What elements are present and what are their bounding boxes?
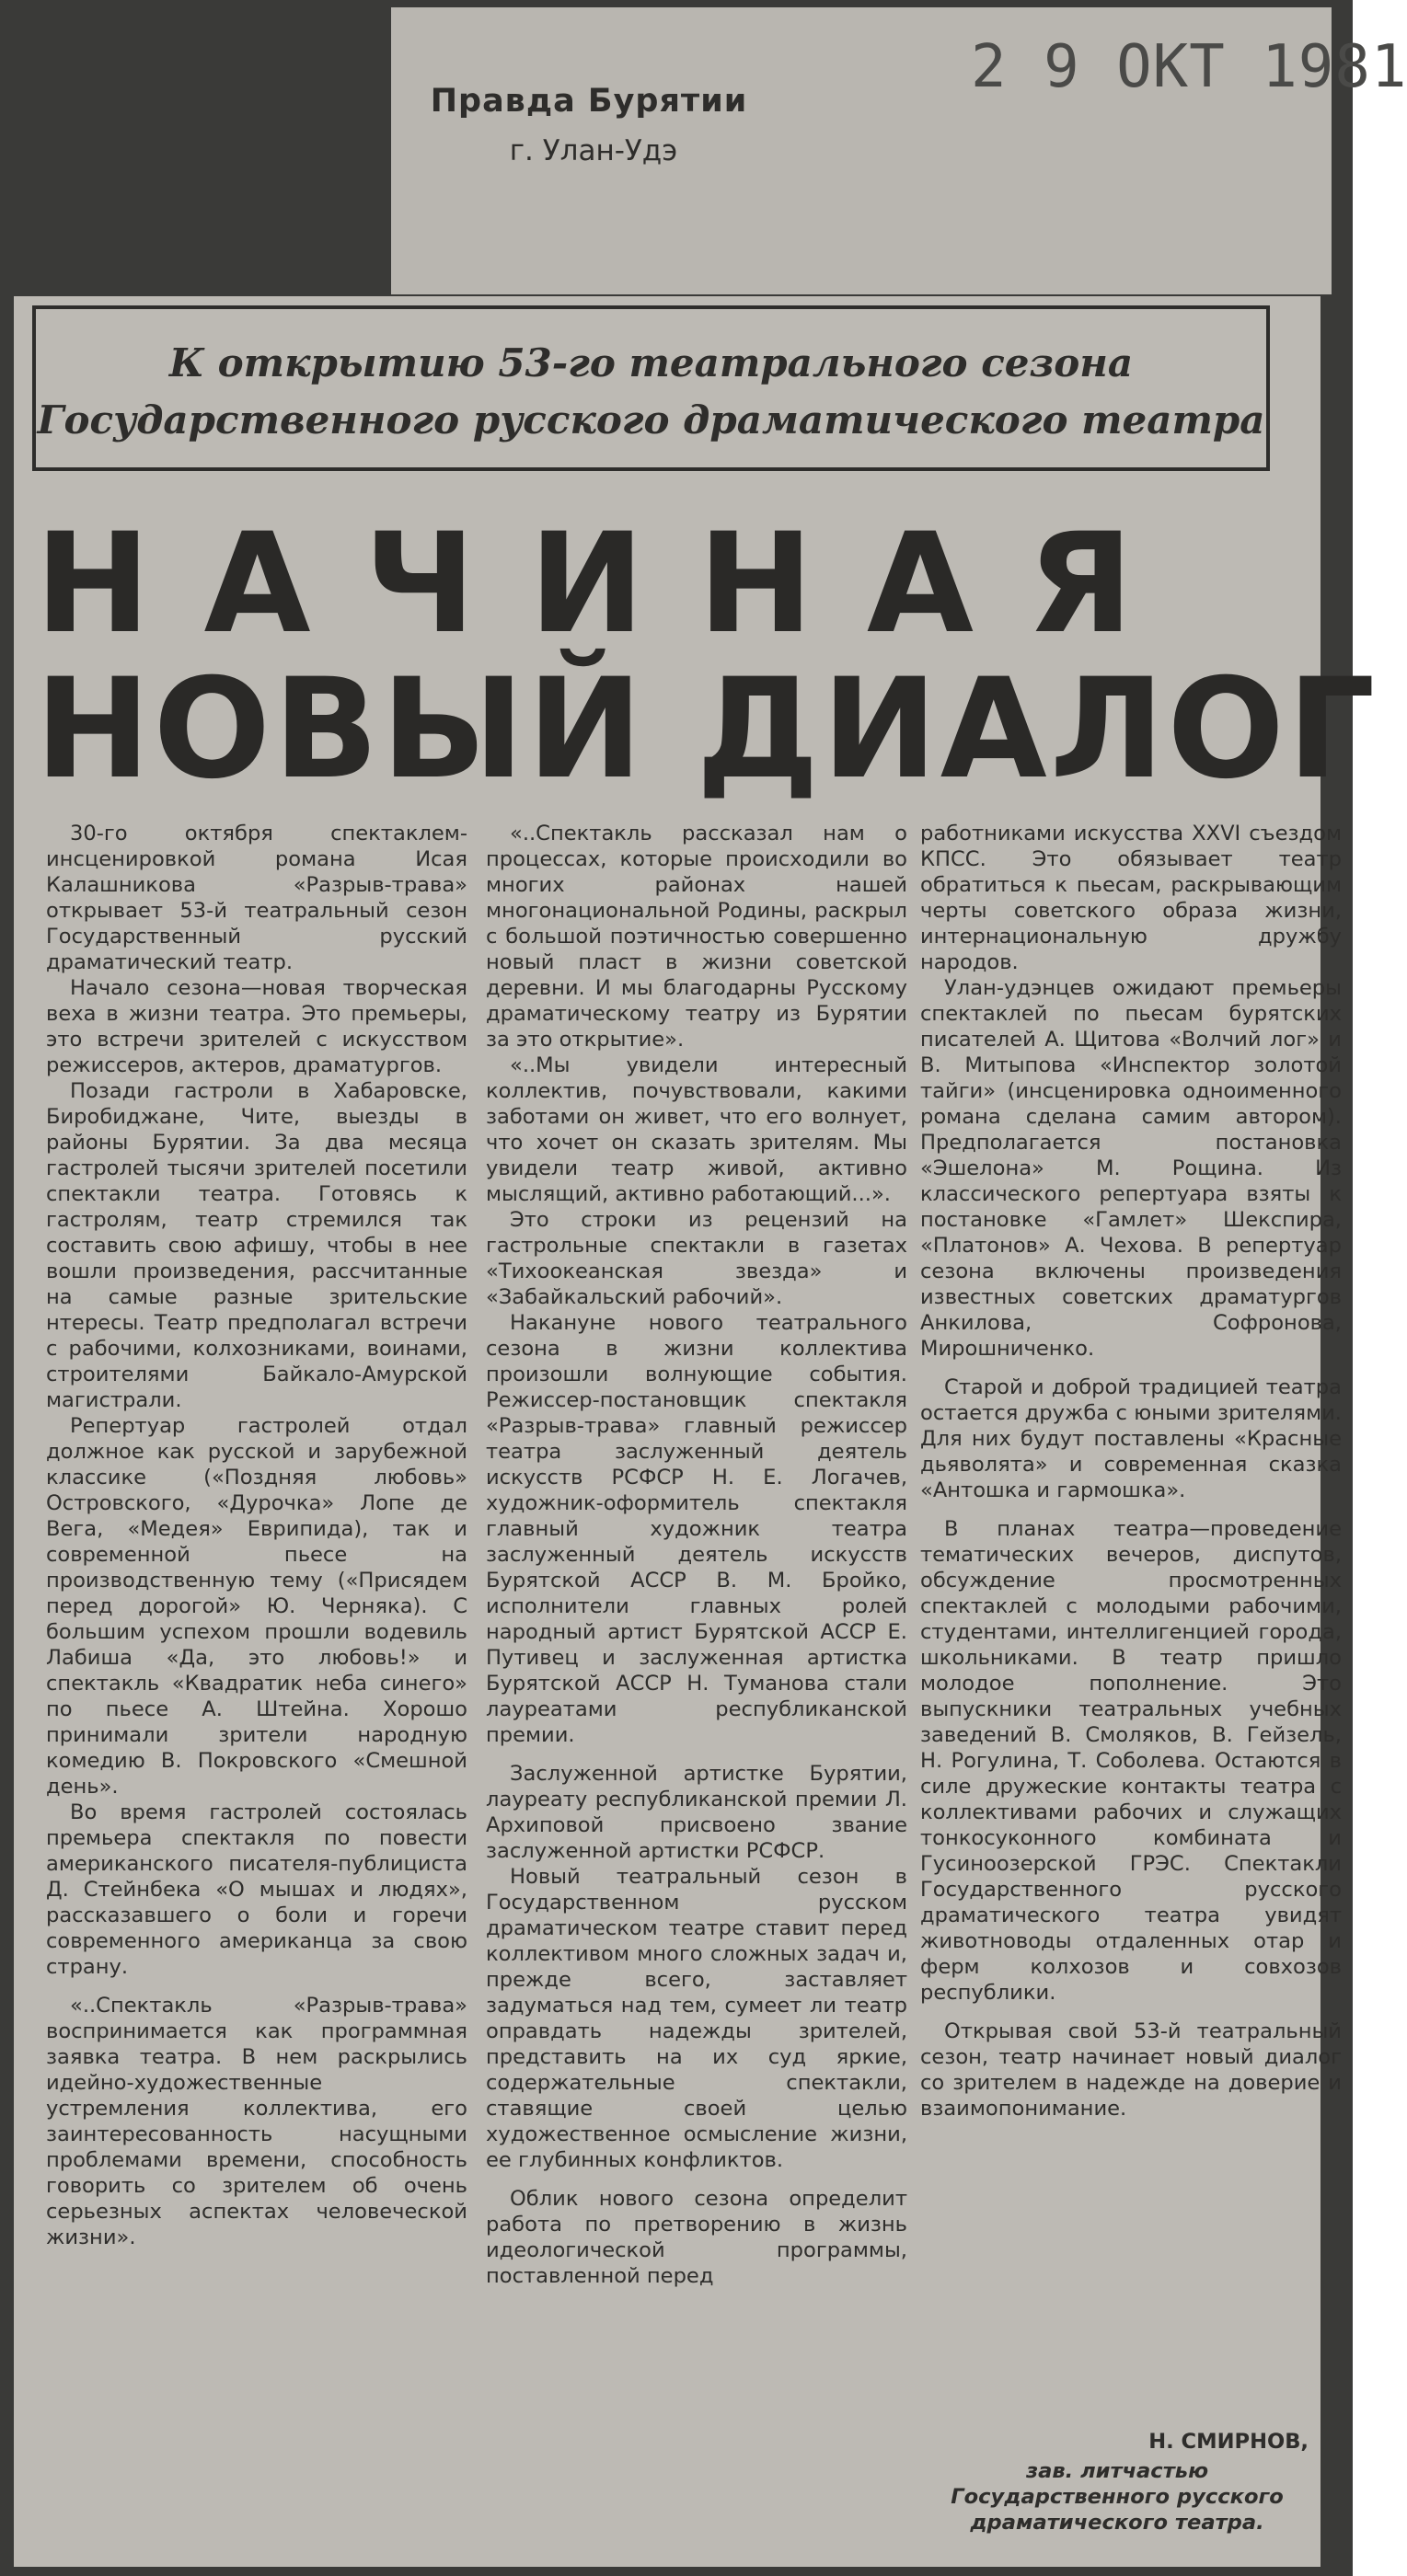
paragraph: Начало сезона—новая творческая веха в жизни театра. Это премьеры, это встречи зрителей с искусством режиссеров, актеров, драматургов. <box>46 976 467 1077</box>
author-position: зав. литчастью Государственного русского драматического театра. <box>951 2459 1284 2535</box>
paragraph: Репертуар гастролей отдал должное как русской и зарубежной классике («Поздняя любовь» Островского, «Дурочка» Лопе де Вега, «Медея» Еврипида), так и современной пьесе на производственную тему («Присядем перед дорогой» Ю. Черняка). С большим успехом прошли водевиль Лабиша «Да, это любовь!» и спектакль «Квадратик неба синего» по пьесе А. Штейна. Хорошо принимали зрители народную комедию В. Покровского «Смешной день». <box>46 1414 467 1799</box>
paragraph: Во время гастролей состоялась премьера спектакля по повести американского писателя-публициста Д. Стейнбека «О мышах и людях», рассказавшего о боли и горечи современного американца за свою страну. <box>46 1800 467 1979</box>
paragraph: 30-го октября спектаклем-инсценировкой романа Исая Калашникова «Разрыв-трава» открывает 53-й театральный сезон Государственный русский драматический театр. <box>46 822 467 974</box>
paragraph: Заслуженной артистке Бурятии, лауреату республиканской премии Л. Архиповой присвоено звание заслуженной артистки РСФСР. <box>486 1762 907 1863</box>
paragraph: Облик нового сезона определит работа по претворению в жизнь идеологической программы, поставленной перед <box>486 2187 907 2288</box>
newspaper-name: Правда Бурятии <box>430 83 748 120</box>
paragraph: Накануне нового театрального сезона в жизни коллектива произошли волнующие события. Режиссер-постановщик спектакля «Разрыв-трава» главный режиссер театра заслуженный деятель искусств РСФСР Н. Е. Логачев, художник-оформитель спектакля главный художник театра заслуженный деятель искусств Бурятской АССР В. М. Бройко, исполнители главных ролей народный артист Бурятской АССР Е. Путивец и заслуженная артистка Бурятской АССР Н. Туманова стали лауреатами республиканской премии. <box>486 1311 907 1747</box>
paragraph: «..Спектакль рассказал нам о процессах, которые происходили во многих районах нашей многонациональной Родины, раскрыл с большой поэтичностью совершенно новый пласт в жизни советской деревни. И мы благодарны Русскому драматическому театру из Бурятии за это открытие». <box>486 822 907 1052</box>
paragraph: «..Спектакль «Разрыв-трава» воспринимается как программная заявка театра. В нем раскрылись идейно-художественные устремления коллектива, его заинтересованность насущными проблемами времени, способность говорить со зрителем об очень серьезных аспектах человеческой жизни». <box>46 1994 467 2249</box>
article-column-3 <box>920 821 1342 2122</box>
paragraph: В планах театра—проведение тематических вечеров, диспутов, обсуждение просмотренных спектаклей с молодыми рабочими, студентами, интеллигенцией города, школьниками. В театр пришло молодое пополнение. Это выпускники театральных учебных заведений В. Смоляков, В. Гейзель, Н. Рогулина, Т. Соболева. Остаются в силе дружеские контакты театра с коллективами рабочих и служащих тонкосуконного комбината и Гусиноозерской ГРЭС. Спектакли Государственного русского драматического театра увидят животноводы отдаленных отар и ферм колхозов и совхозов республики. <box>920 1517 1342 2005</box>
headline-line-2: НОВЫЙ ДИАЛОГ <box>35 650 1378 810</box>
paragraph: Открывая свой 53-й театральный сезон, театр начинает новый диалог со зрителем в надежде на доверие и взаимопонимание. <box>920 2019 1342 2121</box>
signature <box>920 2429 1314 2536</box>
headline-line-1: НАЧИНАЯ <box>35 504 1187 664</box>
paragraph: «..Мы увидели интересный коллектив, почувствовали, какими заботами он живет, что его волнует, что хочет он сказать зрителям. Мы увидели театр живой, активно мыслящий, активно работающий...». <box>486 1053 907 1206</box>
kicker-line: Государственного русского драматического театра <box>37 397 1265 443</box>
date-stamp: 2 9 ОКТ 1981 <box>971 33 1407 101</box>
paragraph: Старой и доброй традицией театра остается дружба с юными зрителями. Для них будут поставлены «Красные дьяволята» и современная сказка «Антошка и гармошка». <box>920 1375 1342 1502</box>
newspaper-city: г. Улан-Удэ <box>509 134 678 167</box>
paragraph: Новый театральный сезон в Государственном русском драматическом театре ставит перед коллективом много сложных задач и, прежде всего, заставляет задуматься над тем, сумеет ли театр оправдать надежды зрителей, представить на их суд яркие, содержательные спектакли, ставящие своей целью художественное осмысление жизни, ее глубинных конфликтов. <box>486 1865 907 2172</box>
article-column-2 <box>486 821 907 2289</box>
author-name: Н. СМИРНОВ, <box>1148 2430 1309 2454</box>
paragraph: работниками искусства XXVI съездом КПСС. Это обязывает театр обратиться к пьесам, раскрывающим черты советского образа жизни, интернациональную дружбу народов. <box>920 822 1342 974</box>
paragraph: Улан-удэнцев ожидают премьеры спектаклей по пьесам бурятских писателей А. Щитова «Волчий лог» и В. Митыпова «Инспектор золотой тайги» (инсценировка одноименного романа сделана самим автором). Предполагается постановка «Эшелона» М. Рощина. Из классического репертуара взяты к постановке «Гамлет» Шекспира, «Платонов» А. Чехова. В репертуар сезона включены произведения известных советских драматургов Анкилова, Софронова, Мирошниченко. <box>920 976 1342 1361</box>
kicker-box <box>32 305 1270 471</box>
paragraph: Это строки из рецензий на гастрольные спектакли в газетах «Тихоокеанская звезда» и «Забайкальский рабочий». <box>486 1208 907 1309</box>
kicker-line: К открытию 53-го театрального сезона <box>168 340 1134 385</box>
article-column-1 <box>46 821 467 2250</box>
paragraph: Позади гастроли в Хабаровске, Биробиджане, Чите, выезды в районы Бурятии. За два месяца гастролей тысячи зрителей посетили спектакли театра. Готовясь к гастролям, театр стремился так составить свою афишу, чтобы в нее вошли произведения, рассчитанные на самые разные зрительские нтересы. Театр предполагал встречи с рабочими, колхозниками, воинами, строителями Байкало-Амурской магистрали. <box>46 1079 467 1412</box>
